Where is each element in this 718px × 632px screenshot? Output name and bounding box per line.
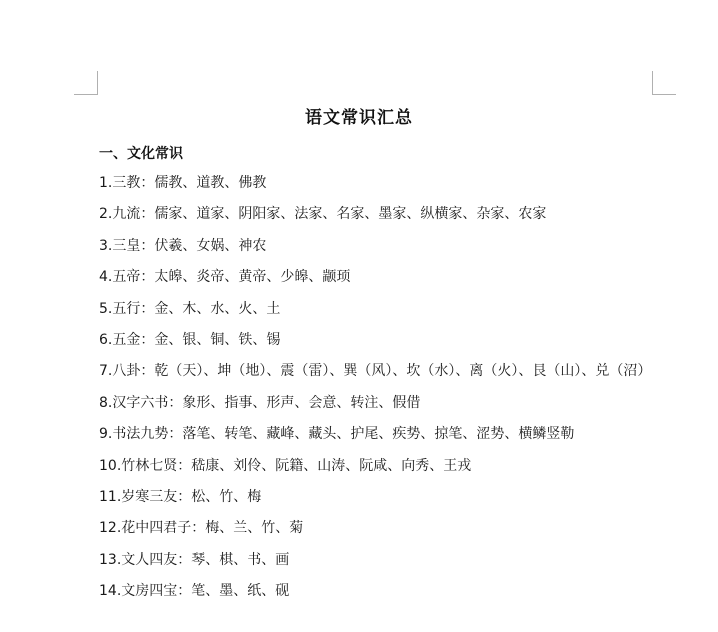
- document-title: 语文常识汇总: [305, 108, 413, 128]
- section-heading: 一、文化常识: [99, 146, 183, 162]
- item-number: 7.: [99, 362, 113, 379]
- item-number: 12.: [99, 520, 122, 537]
- item-text: 书法九势：落笔、转笔、藏峰、藏头、护尾、疾势、掠笔、涩势、横鳞竖勒: [112, 426, 575, 443]
- item-number: 10.: [99, 457, 122, 474]
- item-text: 花中四君子：梅、兰、竹、菊: [121, 520, 304, 537]
- list-item: [99, 456, 659, 487]
- page-corner-mark-right: [652, 71, 676, 95]
- item-text: 九流：儒家、道家、阴阳家、法家、名家、墨家、纵横家、杂家、农家: [112, 206, 547, 223]
- list-item: [99, 581, 659, 612]
- item-number: 9.: [99, 426, 113, 443]
- item-number: 3.: [99, 237, 113, 254]
- item-text: 五行：金、木、水、火、土: [112, 300, 281, 317]
- item-text: 八卦：乾（天）、坤（地）、震（雷）、巽（风）、坎（水）、离（火）、艮（山）、兑（沼）: [112, 362, 652, 379]
- knowledge-list: [99, 173, 659, 612]
- item-text: 五金：金、银、铜、铁、锡: [112, 331, 281, 348]
- list-item: [99, 204, 659, 235]
- list-item: [99, 236, 659, 267]
- list-item: [99, 299, 659, 330]
- item-number: 2.: [99, 206, 113, 223]
- list-item: [99, 267, 659, 298]
- item-number: 4.: [99, 269, 113, 286]
- item-text: 汉字六书：象形、指事、形声、会意、转注、假借: [112, 394, 421, 411]
- item-number: 11.: [99, 488, 122, 505]
- item-number: 5.: [99, 300, 113, 317]
- item-text: 三教：儒教、道教、佛教: [112, 175, 267, 191]
- item-text: 岁寒三友：松、竹、梅: [121, 488, 262, 505]
- item-number: 14.: [99, 583, 122, 600]
- item-text: 五帝：太皞、炎帝、黄帝、少皞、颛顼: [112, 269, 351, 286]
- item-number: 1.: [99, 175, 113, 191]
- list-item: [99, 173, 659, 204]
- list-item: [99, 518, 659, 549]
- item-number: 6.: [99, 331, 113, 348]
- list-item: [99, 356, 659, 387]
- item-text: 竹林七贤：嵇康、刘伶、阮籍、山涛、阮咸、向秀、王戎: [121, 457, 472, 474]
- list-item: [99, 487, 659, 518]
- item-number: 13.: [99, 551, 122, 568]
- item-text: 文房四宝：笔、墨、纸、砚: [121, 583, 290, 600]
- page-corner-mark-left: [74, 71, 98, 95]
- item-number: 8.: [99, 394, 113, 411]
- list-item: [99, 424, 659, 455]
- item-text: 三皇：伏羲、女娲、神农: [112, 237, 267, 254]
- item-text: 文人四友：琴、棋、书、画: [121, 551, 290, 568]
- list-item: [99, 550, 659, 581]
- list-item: [99, 393, 659, 424]
